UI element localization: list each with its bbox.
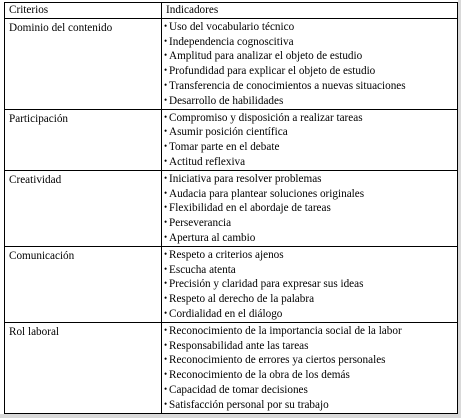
- indicator-item: [164, 79, 455, 94]
- indicator-item: [164, 353, 455, 368]
- indicator-item: [164, 368, 455, 383]
- criteria-table: [4, 2, 458, 414]
- indicator-item: [164, 64, 455, 79]
- indicator-item: [164, 263, 455, 278]
- indicator-text: Respeto al derecho de la palabra: [169, 293, 315, 306]
- indicator-text: Reconocimiento de errores ya ciertos personales: [169, 354, 386, 367]
- indicator-text: Escucha atenta: [169, 263, 236, 276]
- indicator-text: Audacia para plantear soluciones originales: [169, 187, 365, 200]
- indicator-item: [164, 248, 455, 263]
- indicator-text: Apertura al cambio: [169, 231, 256, 244]
- indicator-text: Cordialidad en el diálogo: [169, 307, 283, 320]
- indicadores-cell: [162, 18, 458, 109]
- indicator-item: [164, 111, 455, 126]
- indicator-text: Satisfacción personal por su trabajo: [169, 398, 329, 411]
- indicator-text: Responsabilidad ante las tareas: [169, 339, 309, 352]
- indicator-item: [164, 35, 455, 50]
- indicator-item: [164, 172, 455, 187]
- indicator-text: Actitud reflexiva: [169, 155, 246, 168]
- indicator-item: [164, 398, 455, 413]
- table-row: [5, 322, 458, 413]
- indicator-item: [164, 339, 455, 354]
- indicator-text: Precisión y claridad para expresar sus ideas: [169, 278, 364, 291]
- indicadores-cell: [162, 170, 458, 246]
- indicator-text: Reconocimiento de la importancia social de la labor: [169, 324, 402, 337]
- indicator-item: [164, 292, 455, 307]
- header-row: [5, 3, 458, 19]
- criterio-cell: Dominio del contenido: [5, 18, 162, 109]
- indicator-text: Amplitud para analizar el objeto de estudio: [169, 50, 363, 63]
- header-criterios: Criterios: [5, 3, 162, 19]
- table-row: [5, 170, 458, 246]
- indicator-item: [164, 49, 455, 64]
- indicadores-cell: [162, 109, 458, 170]
- table-row: [5, 109, 458, 170]
- indicator-text: Desarrollo de habilidades: [169, 94, 284, 107]
- indicator-text: Profundidad para explicar el objeto de estudio: [169, 65, 376, 78]
- indicator-item: [164, 155, 455, 170]
- indicator-text: Tomar parte en el debate: [169, 141, 280, 154]
- indicator-item: [164, 216, 455, 231]
- indicator-text: Independencia cognoscitiva: [169, 35, 294, 48]
- indicator-item: [164, 307, 455, 322]
- indicator-text: Transferencia de conocimientos a nuevas situaciones: [169, 79, 406, 92]
- indicator-item: [164, 140, 455, 155]
- indicator-item: [164, 383, 455, 398]
- indicator-text: Reconocimiento de la obra de los demás: [169, 369, 350, 382]
- indicadores-cell: [162, 322, 458, 413]
- header-indicadores: Indicadores: [162, 3, 458, 19]
- indicator-text: Iniciativa para resolver problemas: [169, 172, 322, 185]
- table-row: [5, 246, 458, 322]
- indicator-item: [164, 94, 455, 109]
- page-edge-bottom: [0, 414, 461, 418]
- criterio-cell: Rol laboral: [5, 322, 162, 413]
- indicator-item: [164, 20, 455, 35]
- criterio-cell: Participación: [5, 109, 162, 170]
- indicator-text: Flexibilidad en el abordaje de tareas: [169, 202, 331, 215]
- indicator-item: [164, 324, 455, 339]
- criterio-cell: Comunicación: [5, 246, 162, 322]
- criterio-cell: Creatividad: [5, 170, 162, 246]
- indicator-item: [164, 277, 455, 292]
- indicadores-cell: [162, 246, 458, 322]
- table-row: [5, 18, 458, 109]
- indicator-text: Compromiso y disposición a realizar tareas: [169, 111, 363, 124]
- indicator-text: Uso del vocabulario técnico: [169, 20, 295, 33]
- indicator-text: Respeto a criterios ajenos: [169, 248, 284, 261]
- indicator-text: Capacidad de tomar decisiones: [169, 383, 308, 396]
- indicator-item: [164, 125, 455, 140]
- indicator-item: [164, 201, 455, 216]
- indicator-text: Perseverancia: [169, 217, 232, 230]
- indicator-text: Asumir posición científica: [169, 126, 288, 139]
- indicator-item: [164, 187, 455, 202]
- indicator-item: [164, 231, 455, 246]
